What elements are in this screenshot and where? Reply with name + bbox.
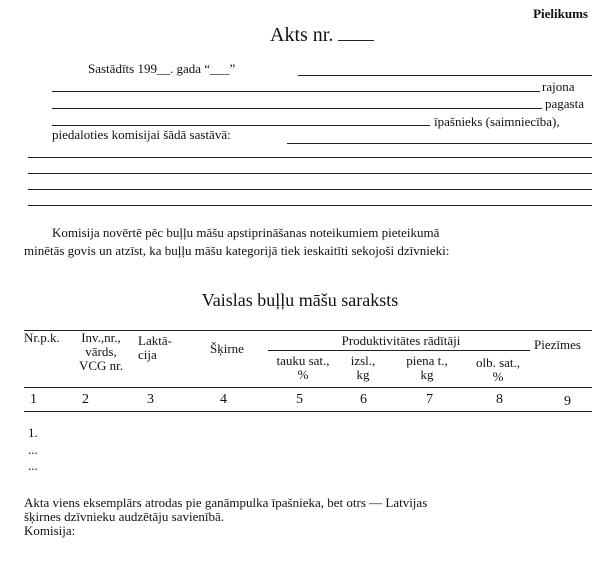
parish-label: pagasta: [545, 96, 584, 111]
fill-line: [28, 173, 592, 174]
fill-line: [52, 91, 540, 92]
act-title-text: Akts nr.: [270, 24, 334, 46]
fill-line: [28, 205, 592, 206]
column-number: 5: [296, 392, 303, 407]
col-lact-line-1: Laktā-: [138, 333, 172, 348]
list-heading: Vaislas buļļu māšu saraksts: [201, 290, 399, 310]
fill-line: [298, 75, 592, 76]
col-protein-line-2: %: [492, 369, 504, 384]
column-number: 6: [360, 392, 367, 407]
table-row: 1.: [28, 425, 38, 440]
col-fat-line-1: tauku sat.,: [276, 353, 330, 368]
column-number: 8: [496, 392, 503, 407]
col-yield-line-1: izsl.,: [350, 353, 376, 368]
table-header-rule: [24, 387, 592, 388]
column-number: 2: [82, 392, 89, 407]
col-milkfat-line-2: kg: [420, 367, 434, 382]
col-yield-header: [340, 354, 386, 382]
table-numbers-rule: [24, 411, 592, 412]
footer-line-1: Akta viens eksemplārs atrodas pie ganāmpulka īpašnieka, bet otrs — Latvijas: [24, 495, 428, 510]
column-number: 7: [426, 392, 433, 407]
col-inv-line-1: Inv.,nr.,: [81, 330, 121, 345]
column-number: 9: [564, 394, 571, 409]
paragraph-line-1: Komisija novērtē pēc buļļu māšu apstiprināšanas noteikumiem pieteikumā: [52, 225, 440, 240]
act-number-blank: [338, 22, 374, 41]
col-inv-line-2: vārds,: [85, 344, 117, 359]
appendix-label: Pielikums: [533, 6, 588, 21]
col-yield-line-2: kg: [356, 367, 370, 382]
compiled-line: Sastādīts 199__. gada “___”: [88, 61, 236, 76]
fill-line: [28, 189, 592, 190]
footer-commission: Komisija:: [24, 523, 76, 538]
fill-line: [28, 157, 592, 158]
column-number: 4: [220, 392, 227, 407]
commission-intro: piedaloties komisijai šādā sastāvā:: [52, 127, 231, 142]
productivity-rule: [268, 350, 530, 351]
footer-line-2: šķirnes dzīvnieku audzētāju savienībā.: [24, 509, 224, 524]
table-row: ...: [28, 458, 38, 473]
col-inv-line-3: VCG nr.: [78, 358, 124, 373]
col-protein-line-1: olb. sat.,: [475, 355, 521, 370]
productivity-group-header: Produktivitātes rādītāji: [341, 333, 461, 348]
col-milkfat-line-1: piena t.,: [406, 353, 448, 368]
paragraph-line-2: minētās govis un atzīst, ka buļļu māšu kategorijā tiek ieskaitīti sekojoši dzīvnieki:: [24, 243, 450, 258]
col-milkfat-header: [392, 354, 462, 382]
table-row: ...: [28, 442, 38, 457]
fill-line: [52, 125, 430, 126]
col-lact-line-2: cija: [138, 347, 157, 362]
fill-line: [287, 143, 592, 144]
district-label: rajona: [542, 79, 575, 94]
col-inv-header: [64, 331, 138, 373]
col-fat-line-2: %: [297, 367, 309, 382]
col-breed-header: Šķirne: [210, 341, 244, 356]
act-title: [270, 22, 374, 47]
fill-line: [52, 108, 542, 109]
col-no-header: Nr.p.k.: [24, 330, 60, 345]
owner-label: īpašnieks (saimniecība),: [434, 114, 560, 129]
col-lactation-header: [138, 334, 172, 362]
col-protein-header: [466, 356, 530, 384]
column-number: 1: [30, 392, 37, 407]
column-number: 3: [147, 392, 154, 407]
col-fat-header: [268, 354, 338, 382]
col-notes-header: Piezīmes: [534, 337, 581, 352]
